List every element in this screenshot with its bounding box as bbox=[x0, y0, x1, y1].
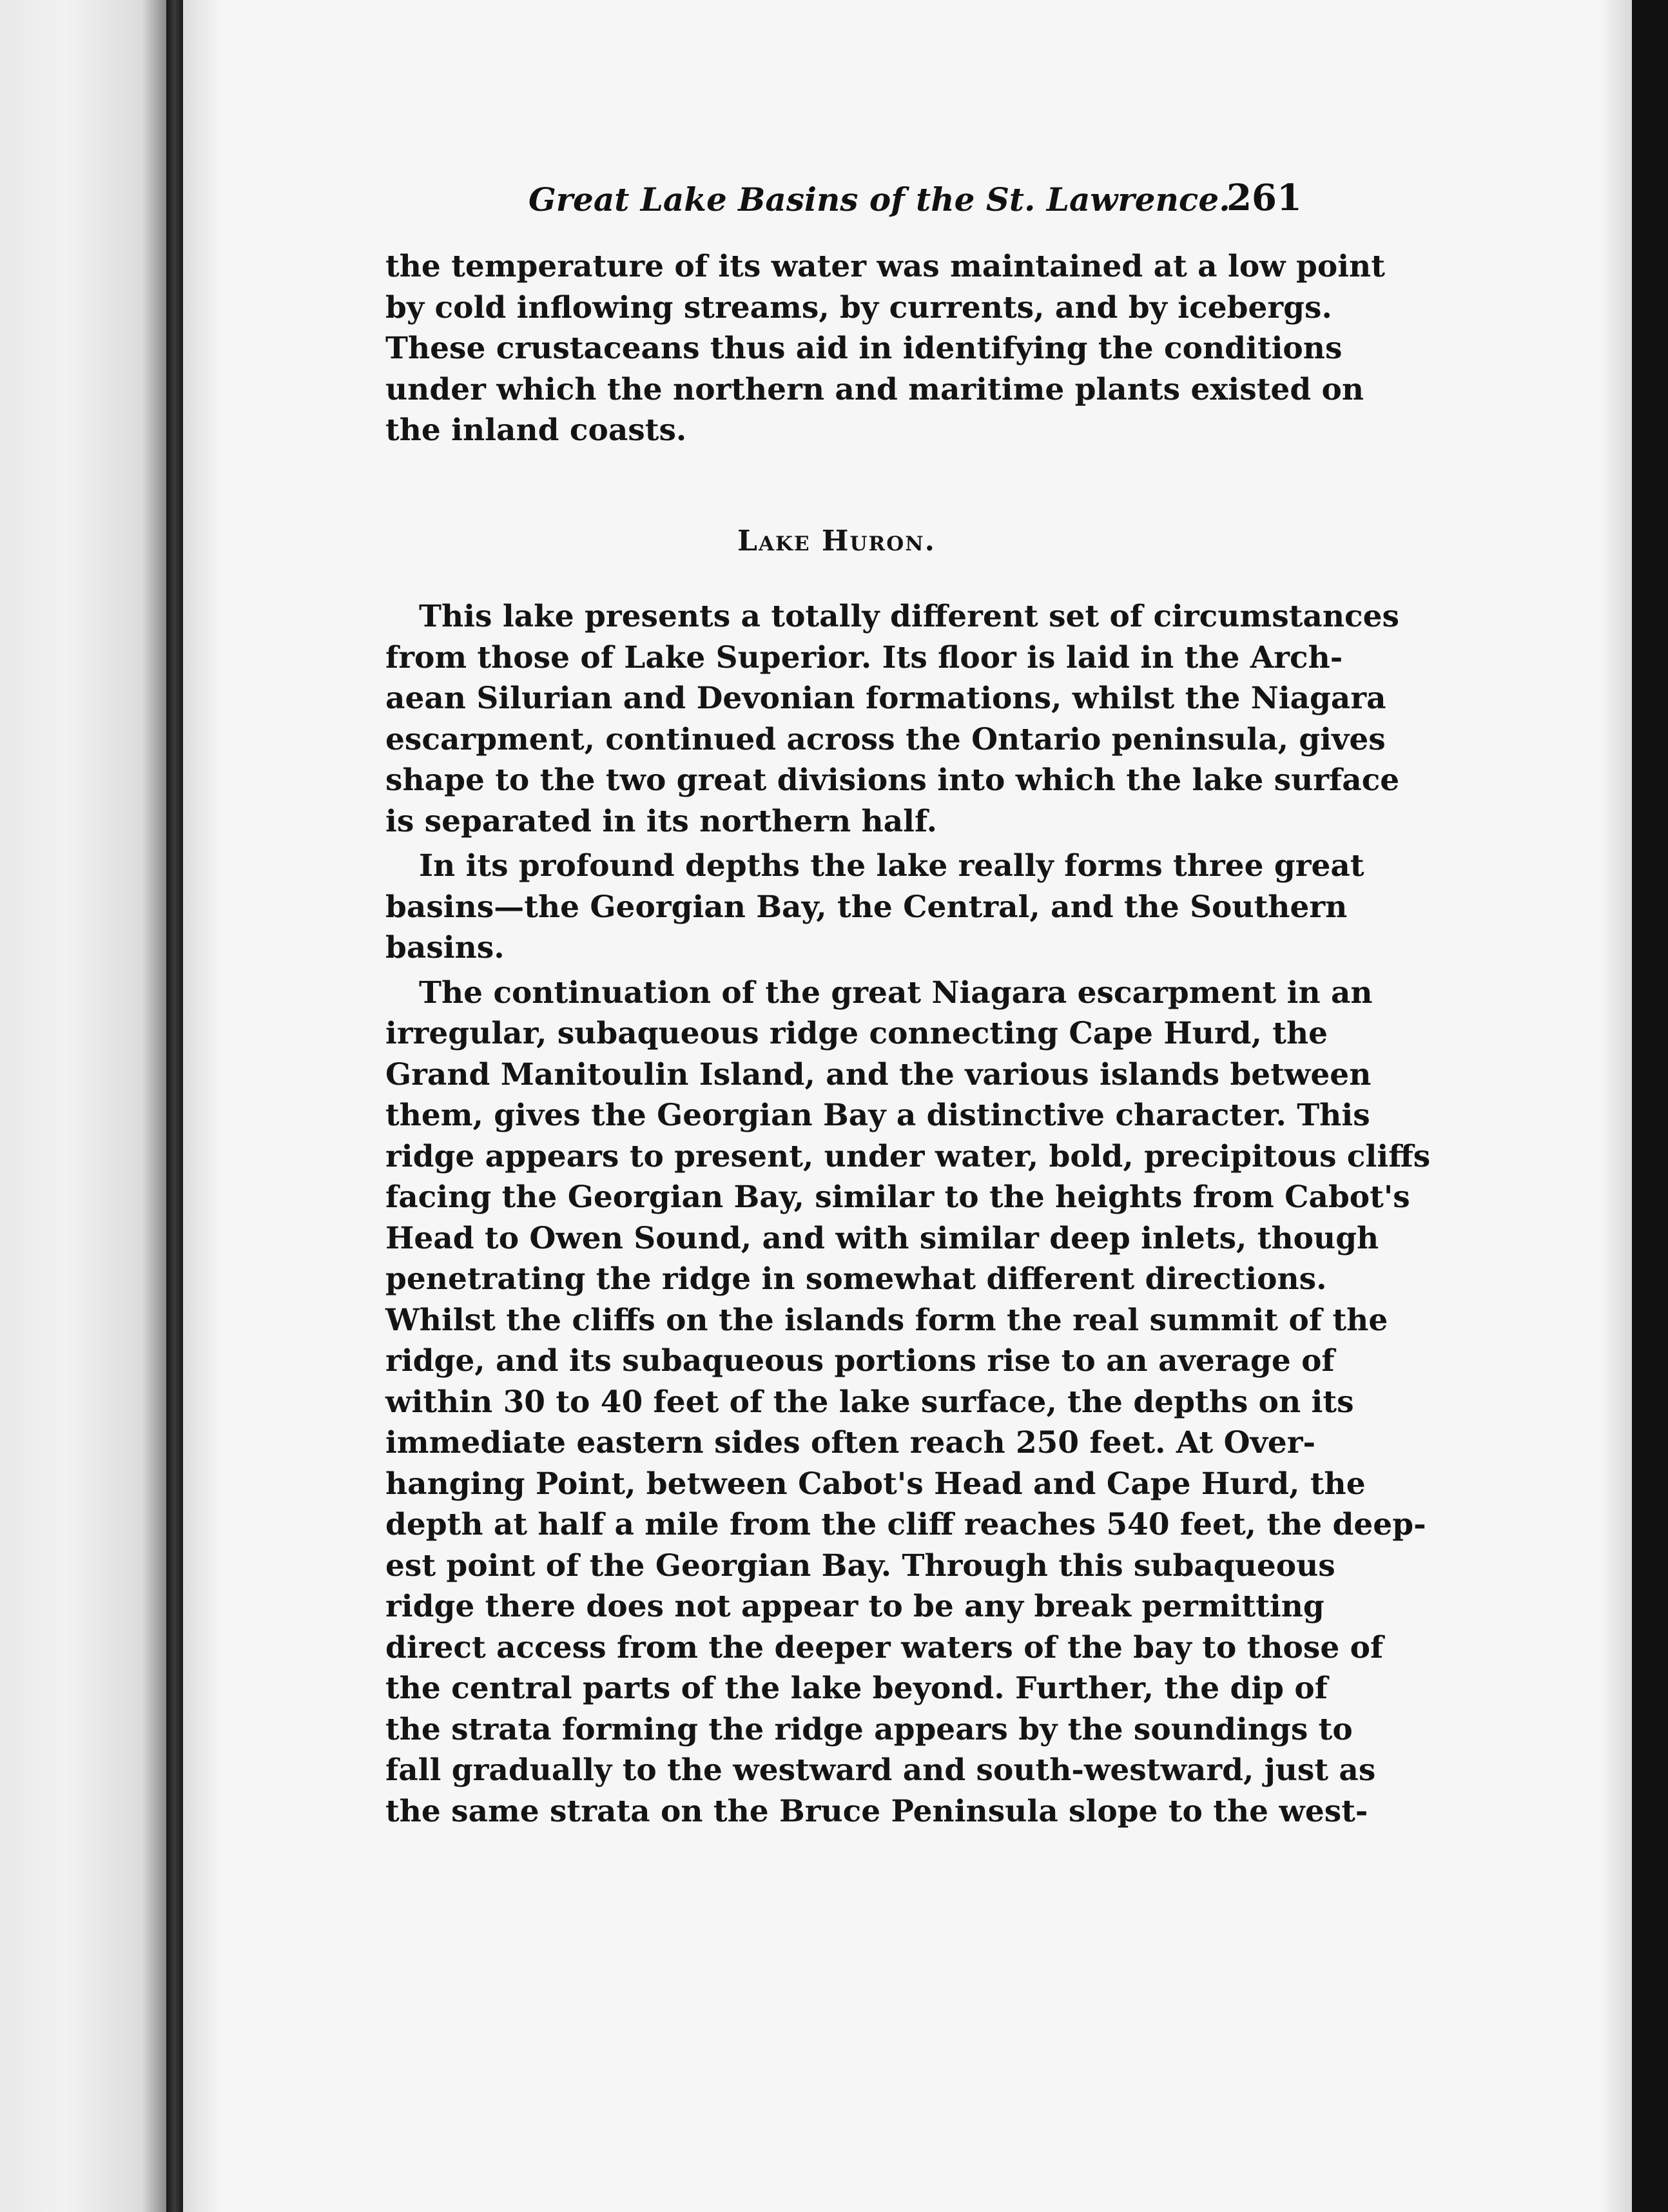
text-line: Whilst the cliffs on the islands form the real summit of the bbox=[385, 1302, 1388, 1338]
text-line: depth at half a mile from the cliff reaches 540 feet, the deep- bbox=[385, 1507, 1426, 1542]
text-line: shape to the two great divisions into which the lake surface bbox=[385, 762, 1400, 798]
text-line: basins. bbox=[385, 930, 505, 965]
text-line: The continuation of the great Niagara escarpment in an bbox=[419, 975, 1373, 1011]
paragraph bbox=[385, 246, 1385, 451]
text-line: immediate eastern sides often reach 250 feet. At Over- bbox=[385, 1425, 1316, 1460]
text-line: This lake presents a totally different set of circumstances bbox=[419, 599, 1399, 634]
text-line: under which the northern and maritime plants existed on bbox=[385, 371, 1364, 407]
text-line: the temperature of its water was maintained at a low point bbox=[385, 249, 1385, 284]
section-heading: Lake Huron. bbox=[737, 524, 936, 558]
text-line: aean Silurian and Devonian formations, whilst the Niagara bbox=[385, 681, 1386, 716]
text-line: In its profound depths the lake really forms three great bbox=[419, 848, 1364, 884]
text-line: penetrating the ridge in somewhat different directions. bbox=[385, 1261, 1327, 1297]
text-line: within 30 to 40 feet of the lake surface, the depths on its bbox=[385, 1384, 1354, 1420]
text-line: Head to Owen Sound, and with similar deep inlets, though bbox=[385, 1220, 1379, 1256]
text-line: the strata forming the ridge appears by the soundings to bbox=[385, 1711, 1353, 1747]
text-line: hanging Point, between Cabot's Head and Cape Hurd, the bbox=[385, 1466, 1366, 1502]
book-gutter bbox=[166, 0, 183, 2212]
text-line: them, gives the Georgian Bay a distinctive character. This bbox=[385, 1098, 1370, 1133]
text-line: direct access from the deeper waters of the bay to those of bbox=[385, 1629, 1384, 1665]
text-line: basins—the Georgian Bay, the Central, and the Southern bbox=[385, 889, 1348, 925]
text-line: ridge appears to present, under water, bold, precipitous cliffs bbox=[385, 1138, 1431, 1174]
scan-border bbox=[1632, 0, 1668, 2212]
paragraph bbox=[385, 846, 1364, 969]
text-line: ridge, and its subaqueous portions rise to an average of bbox=[385, 1343, 1335, 1379]
text-line: facing the Georgian Bay, similar to the heights from Cabot's bbox=[385, 1179, 1410, 1215]
text-line: escarpment, continued across the Ontario peninsula, gives bbox=[385, 721, 1386, 757]
text-line: the central parts of the lake beyond. Further, the dip of bbox=[385, 1671, 1328, 1706]
text-line: by cold inflowing streams, by currents, and by icebergs. bbox=[385, 289, 1332, 325]
page-number: 261 bbox=[1227, 177, 1302, 219]
text-line: Grand Manitoulin Island, and the various islands between bbox=[385, 1056, 1372, 1092]
text-line: is separated in its northern half. bbox=[385, 803, 937, 839]
text-line: ridge there does not appear to be any break permitting bbox=[385, 1589, 1324, 1624]
text-line: est point of the Georgian Bay. Through this subaqueous bbox=[385, 1547, 1335, 1584]
text-line: the inland coasts. bbox=[385, 412, 687, 448]
text-line: irregular, subaqueous ridge connecting Cape Hurd, the bbox=[385, 1016, 1328, 1051]
page-header bbox=[529, 173, 1302, 231]
facing-page-edge bbox=[0, 0, 166, 2212]
text-line: the same strata on the Bruce Peninsula slope to the west- bbox=[385, 1793, 1368, 1829]
running-title: Great Lake Basins of the St. Lawrence. bbox=[529, 180, 1230, 218]
paragraph bbox=[385, 973, 1431, 1832]
paragraph bbox=[385, 596, 1400, 842]
text-line: These crustaceans thus aid in identifying the conditions bbox=[385, 331, 1343, 366]
body-text bbox=[385, 246, 1431, 1832]
text-line: from those of Lake Superior. Its floor is laid in the Arch- bbox=[385, 639, 1343, 675]
text-line: fall gradually to the westward and south-westward, just as bbox=[385, 1752, 1376, 1788]
